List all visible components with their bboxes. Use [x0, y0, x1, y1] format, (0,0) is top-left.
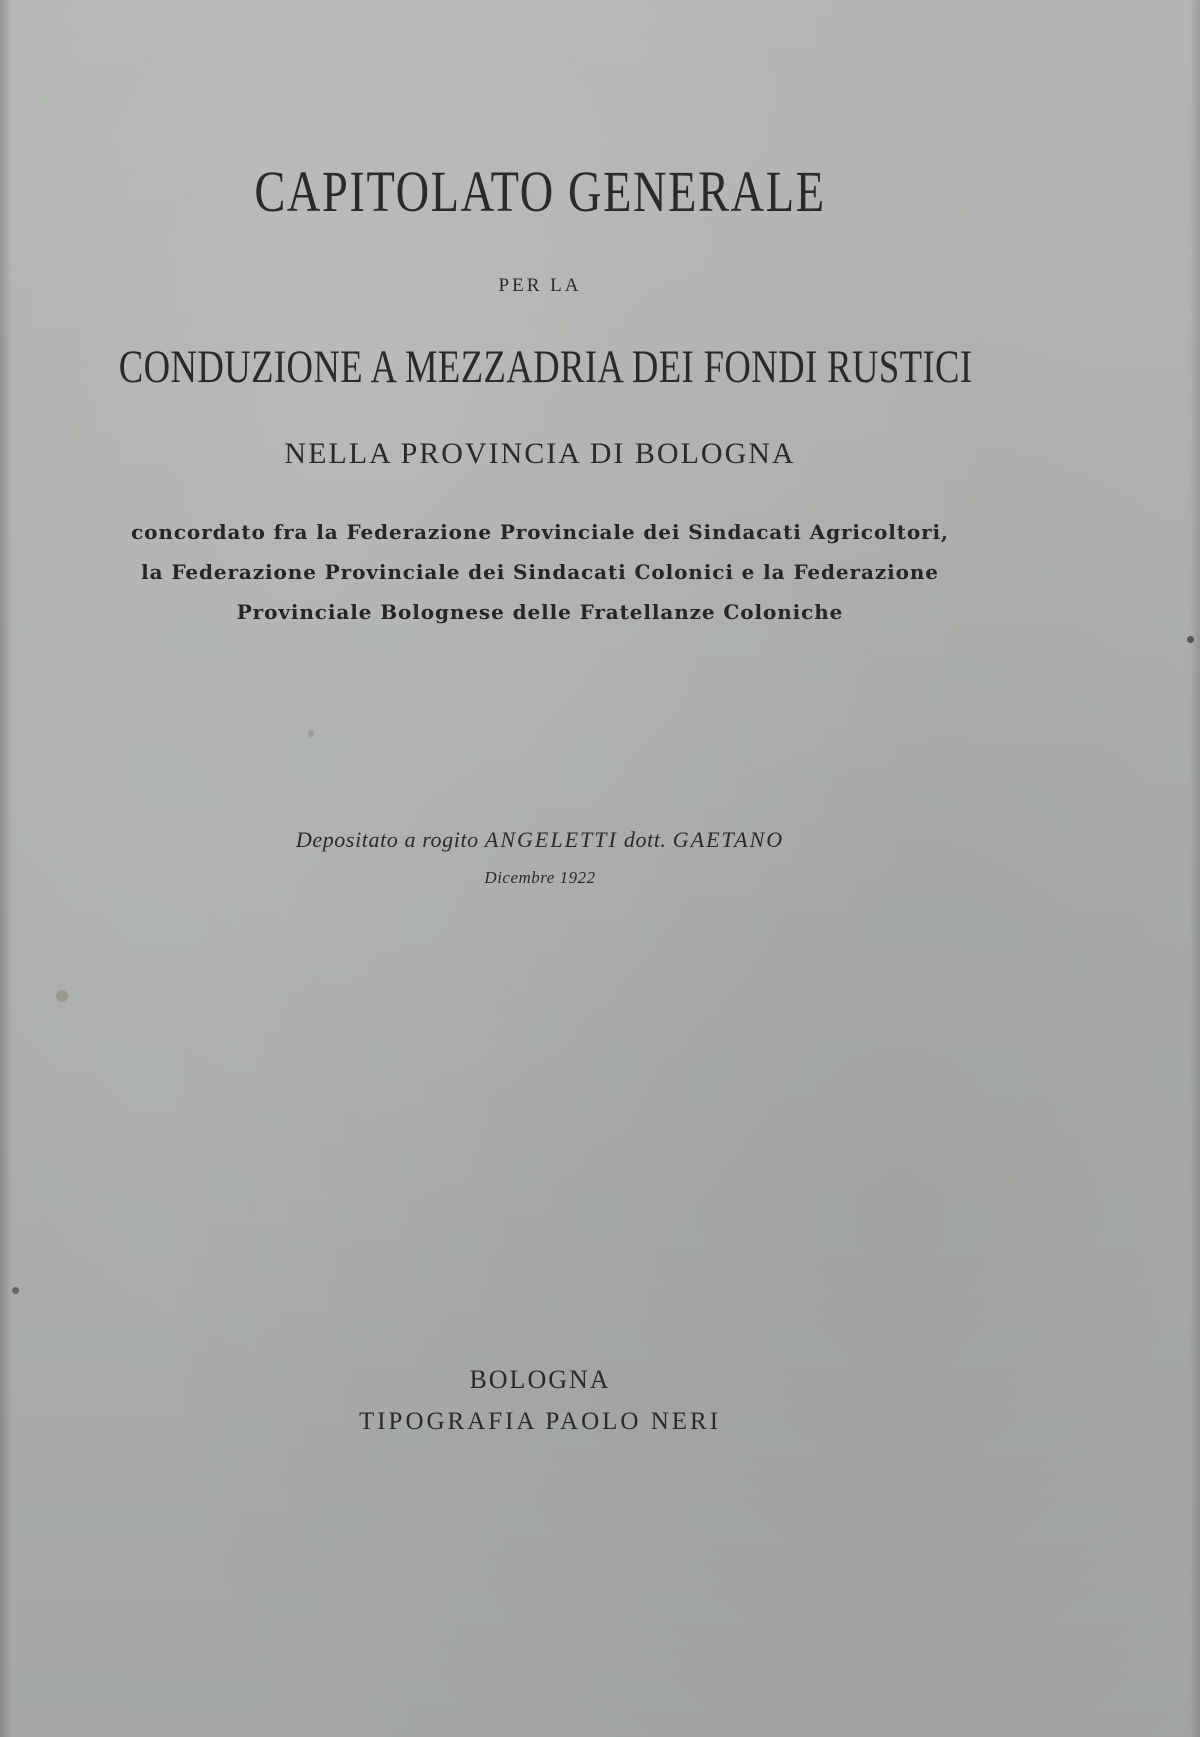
- agreement-line: la Federazione Provinciale dei Sindacati Colonici e la Federazione: [141, 560, 939, 584]
- paper-spot: [56, 990, 68, 1002]
- paper-spot: [308, 730, 314, 737]
- document-date: Dicembre 1922: [484, 868, 596, 887]
- paper-spot: [1187, 636, 1194, 643]
- agreement-paragraph: [0, 512, 1080, 632]
- notary-title: dott.: [623, 827, 667, 852]
- printer-name: TIPOGRAFIA PAOLO NERI: [358, 1408, 722, 1435]
- agreement-line: Provinciale Bolognese delle Fratellanze Coloniche: [236, 600, 844, 624]
- title-connector: PER LA: [498, 275, 582, 296]
- province-line: NELLA PROVINCIA DI BOLOGNA: [284, 437, 796, 470]
- document-subtitle: CONDUZIONE A MEZZADRIA DEI FONDI RUSTICI: [118, 341, 973, 393]
- deposit-line: [0, 827, 1080, 853]
- publication-city: BOLOGNA: [469, 1365, 611, 1394]
- notary-given-name: GAETANO: [672, 827, 785, 852]
- deposit-prefix: Depositato a rogito: [295, 827, 479, 852]
- page-edge-shadow-right: [1190, 0, 1200, 1737]
- document-title: CAPITOLATO GENERALE: [254, 159, 826, 224]
- paper-spot: [12, 1287, 19, 1294]
- agreement-line: concordato fra la Federazione Provinciale dei Sindacati Agricoltori,: [131, 520, 949, 544]
- notary-surname: ANGELETTI: [484, 827, 618, 852]
